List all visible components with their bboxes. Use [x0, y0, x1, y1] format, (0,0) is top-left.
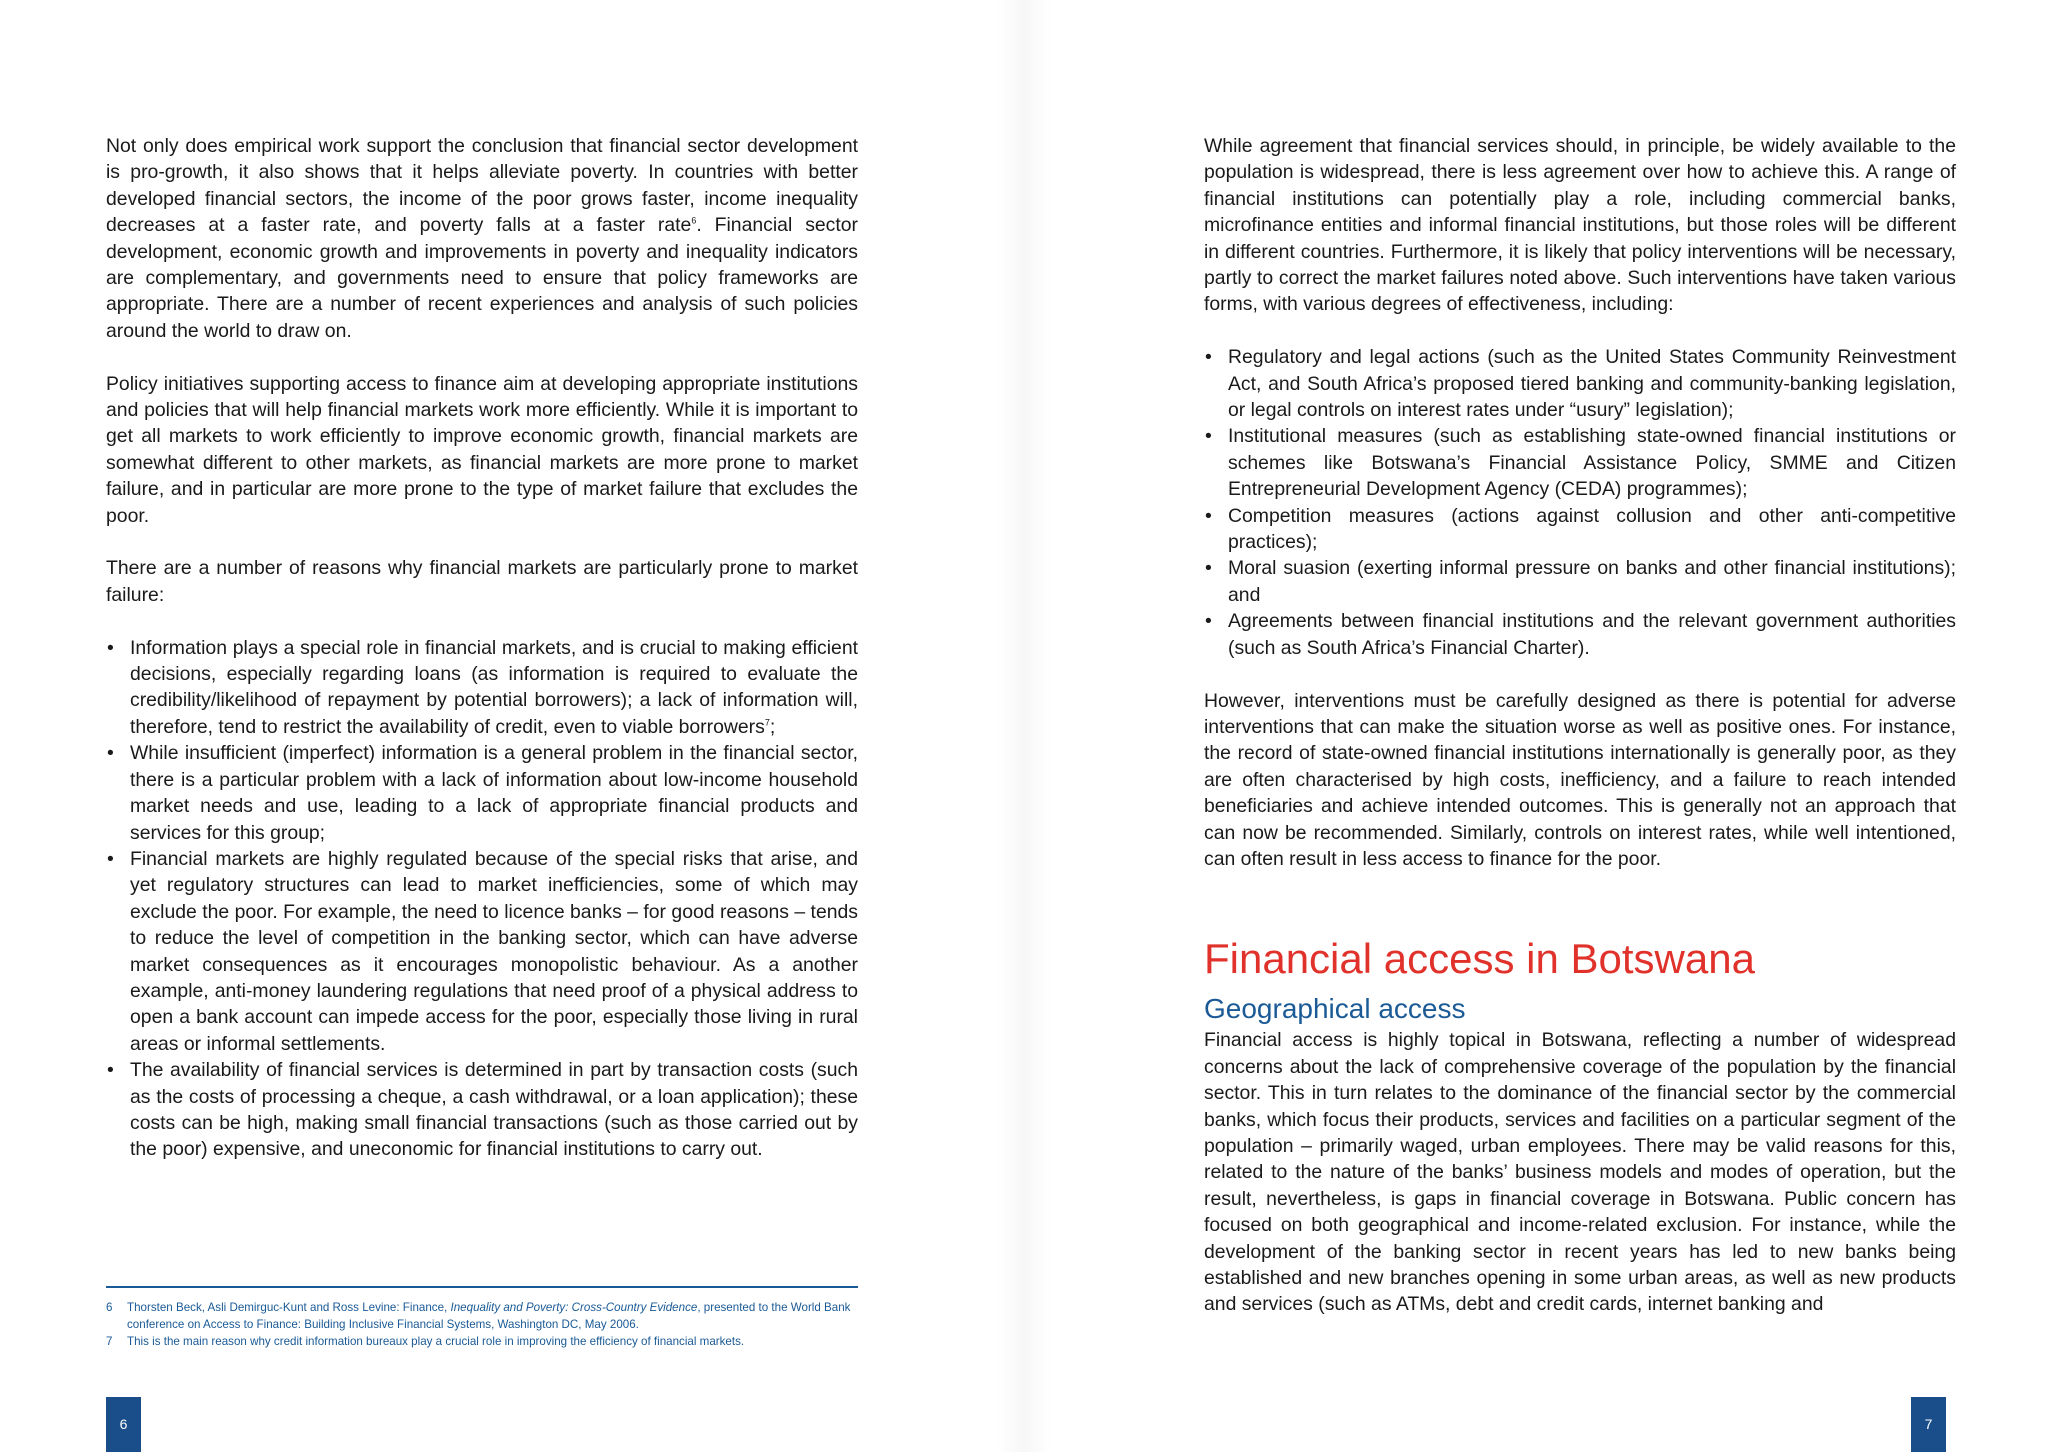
- interventions-list: [1204, 344, 1956, 661]
- list-item: • Moral suasion (exerting informal pressure on banks and other financial institutions); and: [1205, 557, 1956, 606]
- page-number: 7: [1911, 1397, 1946, 1452]
- footnote-ref[interactable]: 6: [691, 215, 697, 226]
- paragraph: Not only does empirical work support the conclusion that financial sector development is pro-growth, it also shows that it helps alleviate poverty. In countries with better developed financial sectors, the income of the poor grows faster, income inequality decreases at a faster rate, and poverty falls at a faster rate$^6$. Financial sector development, economic growth and improvements in poverty and inequality indicators are complementary, and governments need to ensure that policy frameworks are appropriate. There are a number of recent experiences and analysis of such policies around the world to draw on.: [106, 135, 858, 342]
- footnote-ref[interactable]: 7: [764, 717, 770, 728]
- list-item: • Competition measures (actions against collusion and other anti-competitive practices);: [1205, 504, 1956, 554]
- bullet-icon: •: [1205, 557, 1212, 580]
- list-item: • The availability of financial services is determined in part by transaction costs (such as the costs of processing a cheque, a cash withdrawal, or a loan application); these costs can be high, making small financial transactions (such as those carried out by the poor) expensive, and uneconomic for financial institutions to carry out.: [107, 1059, 858, 1161]
- right-column: [1204, 133, 1956, 1344]
- bullet-icon: •: [107, 1059, 114, 1082]
- list-item: • Agreements between financial institutions and the relevant government authorities (such as South Africa’s Financial Charter).: [1205, 610, 1956, 659]
- left-column: [106, 133, 858, 1189]
- paragraph: Financial access is highly topical in Botswana, reflecting a number of widespread concerns about the lack of comprehensive coverage of the population by the financial sector. This in turn relates to the dominance of the financial sector by the commercial banks, which focus their products, services and facilities on a particular segment of the population – primarily waged, urban employees. There may be valid reasons for this, related to the nature of the banks’ business models and modes of operation, but the result, nevertheless, is gaps in financial coverage in Botswana. Public concern has focused on both geographical and income-related exclusion. For instance, while the development of the banking sector in recent years has led to new banks being established and new branches opening in some urban areas, as well as new products and services (such as ATMs, debt and credit cards, internet banking and: [1204, 1029, 1956, 1316]
- right-page: [1024, 0, 2048, 1452]
- bullet-icon: •: [107, 636, 114, 659]
- list-item: • Regulatory and legal actions (such as the United States Community Reinvestment Act, and South Africa’s proposed tiered banking and community-banking legislation, or legal controls on interest rates under “usury” legislation);: [1205, 346, 1956, 422]
- paragraph: There are a number of reasons why financial markets are particularly prone to market failure:: [106, 557, 858, 606]
- list-item: • Information plays a special role in financial markets, and is crucial to making efficient decisions, especially regarding loans (as information is required to evaluate the credibility/likelihood of repayment by potential borrowers); a lack of information will, therefore, tend to restrict the availability of credit, even to viable borrowers$^7$;: [107, 636, 858, 738]
- paragraph: Policy initiatives supporting access to finance aim at developing appropriate institutions and policies that will help financial markets work more efficiently. While it is important to get all markets to work efficiently to improve economic growth, financial markets are somewhat different to other markets, as financial markets are more prone to market failure, and in particular are more prone to the type of market failure that excludes the poor.: [106, 372, 858, 527]
- footnote-divider: [106, 1286, 858, 1288]
- paragraph: However, interventions must be carefully designed as there is potential for adverse interventions that can make the situation worse as well as positive ones. For instance, the record of state-owned financial institutions internationally is generally poor, as they are often characterised by high costs, inefficiency, and a failure to reach intended beneficiaries and achieve intended outcomes. This is generally not an approach that can now be recommended. Similarly, controls on interest rates, while well intentioned, can often result in less access to finance for the poor.: [1204, 689, 1956, 870]
- list-item: • Institutional measures (such as establishing state-owned financial institutions or schemes like Botswana’s Financial Assistance Policy, SMME and Citizen Entrepreneurial Development Agency (CEDA) programmes);: [1205, 425, 1956, 501]
- bullet-icon: •: [107, 847, 114, 870]
- bullet-icon: •: [1205, 346, 1212, 369]
- paragraph: While agreement that financial services should, in principle, be widely available to the population is widespread, there is less agreement over how to achieve this. A range of financial institutions can potentially play a role, including commercial banks, microfinance entities and informal financial institutions, but those roles will be different in different countries. Furthermore, it is likely that policy interventions will be necessary, partly to correct the market failures noted above. Such interventions have taken various forms, with various degrees of effectiveness, including:: [1204, 135, 1956, 316]
- list-item: • Financial markets are highly regulated because of the special risks that arise, and yet regulatory structures can lead to market inefficiencies, some of which may exclude the poor. For example, the need to licence banks – for good reasons – tends to reduce the level of competition in the banking sector, which can have adverse market consequences as it encourages monopolistic behaviour. As a another example, anti-money laundering regulations that need proof of a physical address to open a bank account can impede access for the poor, especially those living in rural areas or informal settlements.: [107, 847, 858, 1055]
- footnote-7: 7 This is the main reason why credit information bureaux play a crucial role in improving the efficiency of financial markets.: [106, 1335, 745, 1348]
- footnote-6: 6 Thorsten Beck, Asli Demirguc-Kunt and Ross Levine: Finance, Inequality and Poverty: Cross-Country Evidence, presented to the World Bank conference on Access to Finance: Building Inclusive Financial Systems, Washington DC, May 2006.: [106, 1301, 851, 1331]
- page-number: 6: [106, 1397, 141, 1452]
- subheading: Geographical access: [1204, 993, 1466, 1025]
- bullet-icon: •: [1205, 425, 1212, 448]
- bullet-icon: •: [1205, 504, 1212, 527]
- footnotes: [106, 1299, 858, 1350]
- list-item: • While insufficient (imperfect) information is a general problem in the financial sector, there is a particular problem with a lack of information about low-income household market needs and use, leading to a lack of appropriate financial products and services for this group;: [107, 742, 858, 844]
- section-heading: Financial access in Botswana: [1204, 935, 1755, 983]
- reasons-list: [106, 635, 858, 1163]
- bullet-icon: •: [107, 742, 114, 765]
- bullet-icon: •: [1205, 610, 1212, 633]
